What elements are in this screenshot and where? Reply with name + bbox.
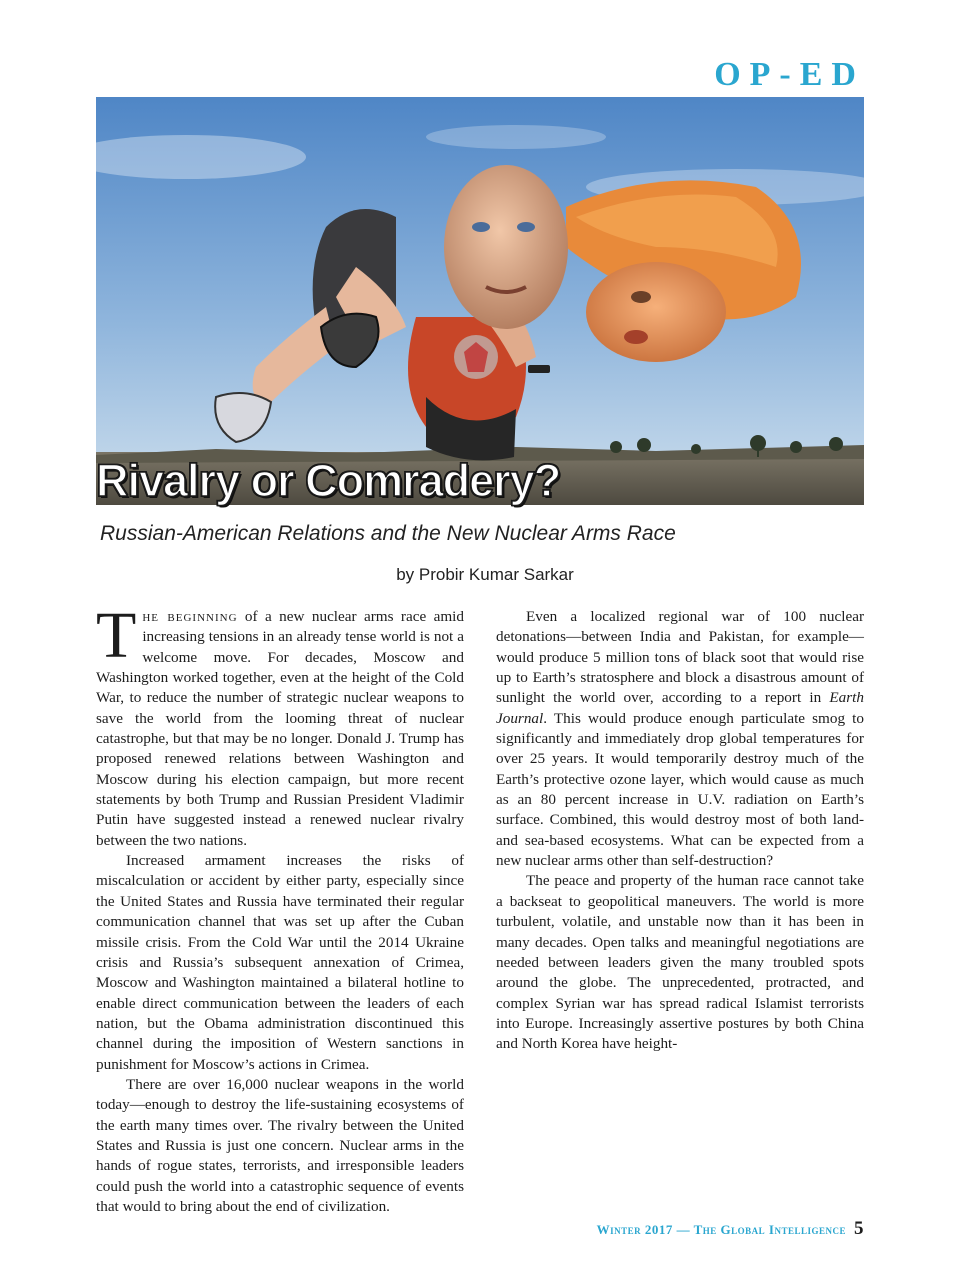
section-label: OP-ED [714, 56, 865, 93]
page-footer [597, 1218, 864, 1240]
drop-cap: T [96, 599, 137, 672]
lead-in: he beginning [142, 608, 238, 625]
paragraph-4-text-b: . This would produce enough particulate smog to significantly and immediately drop global temperatures for over 25 years. It would temporarily destroy much of the Earth’s protective ozone layer, which would cause as much as an 80 percent increase in U.V. radiation on Earth’s surface. Combined, this would destroy most of both land- and sea-based ecosystems. What can be expected from a new nuclear arms other than self-destruction? [496, 709, 864, 870]
hero-illustration [96, 97, 864, 505]
paragraph-4-text-a: Even a localized regional war of 100 nuclear detonations—between India and Pakistan, for example—would produce 5 million tons of black soot that would rise up to Earth’s stratosphere and block a disastrous amount of sunlight the world over, according to a report in [496, 608, 864, 707]
paragraph-2: Increased armament increases the risks of miscalculation or accident by either party, especially since the United States and Russia have terminated their regular communication channel that was set up after the Cuban missile crisis. From the Cold War until the 2014 Ukraine crisis and Russia’s subsequent annexation of Crimea, Moscow and Washington maintained a bilateral hotline to enable direct communication between the leaders of each nation, but the Obama administration discontinued this channel during the imposition of Western sanctions in punishment for Moscow’s actions in Crimea. [96, 852, 464, 1073]
page-number: 5 [854, 1218, 864, 1239]
paragraph-4 [496, 607, 864, 871]
issue-label: Winter 2017 — The Global Intelligence [596, 1222, 846, 1237]
paragraph-1-text: of a new nuclear arms race amid increasing tensions in an already tense world is not a welcome move. For decades, Moscow and Washington worked together, even at the height of the Cold War, to reduce the number of strategic nuclear weapons to save the world from the looming threat of nuclear catastrophe, but that may be no longer. Donald J. Trump has proposed renewed relations between Washington and Moscow during his election campaign, but more recent statements by both Trump and Russian President Vladimir Putin have suggested instead a renewed nuclear rivalry between the two nations. [96, 608, 464, 849]
article-column-right [496, 607, 864, 1055]
article-subtitle: Russian-American Relations and the New Nuclear Arms Race [100, 522, 676, 545]
paragraph-5: The peace and property of the human race cannot take a backseat to geopolitical maneuvers. The world is more turbulent, volatile, and unstable now than it has been in many decades. Open talks and meaningful negotiations are needed between leaders given the many troubled spots around the globe. The unprecedented, protracted, and complex Syrian war has spread radical Islamist terrorists into Europe. Increasingly assertive postures by both China and North Korea have height- [496, 872, 864, 1053]
article-title: Rivalry or Comradery? [96, 455, 561, 506]
journal-name: Earth Journal [496, 689, 864, 727]
article-byline: by Probir Kumar Sarkar [396, 565, 574, 584]
paragraph-1 [96, 599, 464, 851]
paragraph-3: There are over 16,000 nuclear weapons in the world today—enough to destroy the life-sustaining ecosystems of the earth many times over. The rivalry between the United States and Russia is just one concern. Nuclear arms in the hands of rogue states, terrorists, and irresponsible leaders could push the world into a catastrophic sequence of events that would to bring about the end of civilization. [96, 1075, 464, 1215]
article-column-left [96, 599, 464, 1217]
